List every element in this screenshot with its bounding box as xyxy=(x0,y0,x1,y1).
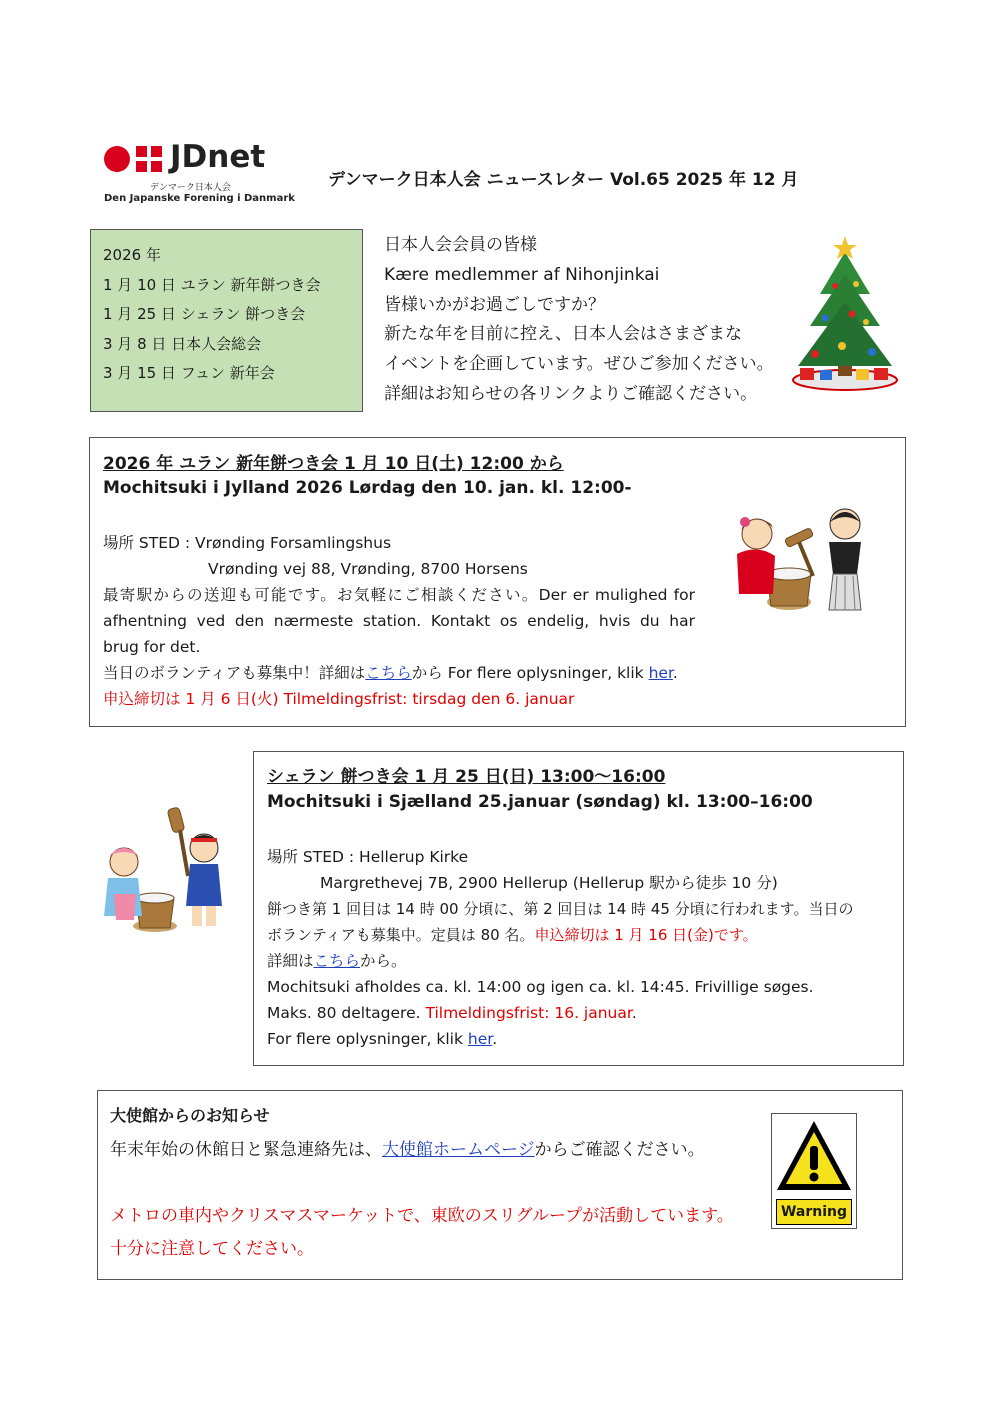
warning-triangle-icon xyxy=(775,1118,853,1194)
event2-deadline-da: Tilmeldingsfrist: 16. januar xyxy=(425,1004,632,1022)
event2-kochira-link[interactable]: こちら xyxy=(313,952,361,970)
event1-volunteer-text: 当日のボランティアも募集中！詳細は xyxy=(103,664,366,682)
embassy-text: 年末年始の休館日と緊急連絡先は、 xyxy=(110,1140,382,1160)
pickpocket-warning-line: メトロの車内やクリスマスマーケットで、東欧のスリグループが活動しています。 xyxy=(110,1206,734,1226)
event1-pickup-line: afhentning ved den nærmeste station. Kontakt os endelig, hvis du har xyxy=(103,612,695,630)
greeting-line: Kære medlemmer af Nihonjinkai xyxy=(384,264,660,285)
logo-red-circle xyxy=(104,146,130,172)
event1-address: Vrønding vej 88, Vrønding, 8700 Horsens xyxy=(208,560,528,578)
event2-danish-text: . xyxy=(631,1004,637,1022)
event2-schedule-text: ボランティアも募集中。定員は 80 名。 xyxy=(267,926,535,944)
event2-danish-line: Mochitsuki afholdes ca. kl. 14:00 og igen ca. kl. 14:45. Frivillige søges. xyxy=(267,978,814,996)
greeting-line: 日本人会会員の皆様 xyxy=(384,235,537,255)
event1-title-da: Mochitsuki i Jylland 2026 Lørdag den 10. jan. kl. 12:00- xyxy=(103,478,632,498)
logo-subtitle-ja: デンマーク日本人会 xyxy=(150,183,231,193)
event2-deadline-ja: 申込締切は 1 月 16 日(金)です。 xyxy=(534,926,758,944)
event2-place: 場所 STED : Hellerup Kirke xyxy=(267,848,469,866)
schedule-box xyxy=(90,229,363,412)
jdnet-logo xyxy=(104,139,295,207)
logo-grid-mark xyxy=(136,146,162,172)
embassy-text: からご確認ください。 xyxy=(534,1140,705,1160)
event1-title-ja: 2026 年 ユラン 新年餅つき会 1 月 10 日(土) 12:00 から xyxy=(103,454,564,474)
event2-detail-text: から。 xyxy=(360,952,407,970)
event2-danish-line xyxy=(267,1000,897,1026)
event1-volunteer-text: . xyxy=(672,664,678,682)
event-jylland-box xyxy=(89,437,906,727)
embassy-heading: 大使館からのお知らせ xyxy=(110,1106,270,1125)
event-sjaelland-box xyxy=(253,751,904,1066)
warning-sign xyxy=(771,1113,857,1229)
event1-pickup-line: 最寄駅からの送迎も可能です。お気軽にご相談ください。Der er mulighed for xyxy=(103,586,695,604)
schedule-item: 1 月 25 日 シェラン 餅つき会 xyxy=(103,305,306,323)
warning-label: Warning xyxy=(776,1199,852,1225)
event2-address: Margrethevej 7B, 2900 Hellerup (Hellerup 駅から徒歩 10 分) xyxy=(320,874,778,892)
event2-danish-text: Maks. 80 deltagere. xyxy=(267,1004,426,1022)
greeting xyxy=(384,231,784,410)
event1-volunteer xyxy=(103,660,703,686)
pickpocket-warning-line: 十分に注意してください。 xyxy=(110,1239,314,1259)
schedule-year: 2026 年 xyxy=(103,246,161,264)
embassy-holiday-line xyxy=(110,1135,705,1160)
greeting-line: イベントを企画しています。ぜひご参加ください。 xyxy=(384,354,774,375)
event1-deadline: 申込締切は 1 月 6 日(火) Tilmeldingsfrist: tirsdag den 6. januar xyxy=(103,690,575,708)
event2-schedule-line: 餅つき第 1 回目は 14 時 00 分頃に、第 2 回目は 14 時 45 分頃に行われます。当日の xyxy=(267,900,854,918)
event2-detail-text: 詳細は xyxy=(267,952,314,970)
event2-more-text: . xyxy=(492,1030,498,1048)
mochitsuki-kids-icon xyxy=(100,806,230,936)
greeting-line: 詳細はお知らせの各リンクよりご確認ください。 xyxy=(384,383,758,404)
event2-more xyxy=(267,1026,897,1052)
event1-volunteer-text: から For flere oplysninger, klik xyxy=(411,664,649,682)
logo-text: JDnet xyxy=(170,139,266,175)
greeting-line: 新たな年を目前に控え、日本人会はさまざまな xyxy=(384,324,743,345)
event1-her-link[interactable]: her xyxy=(648,664,673,682)
schedule-item: 3 月 8 日 日本人会総会 xyxy=(103,334,262,353)
event2-more-text: For flere oplysninger, klik xyxy=(267,1030,468,1048)
embassy-homepage-link[interactable]: 大使館ホームページ xyxy=(382,1140,535,1160)
schedule-item: 1 月 10 日 ユラン 新年餅つき会 xyxy=(103,275,321,294)
event1-kochira-link[interactable]: こちら xyxy=(365,664,412,682)
event2-title-ja: シェラン 餅つき会 1 月 25 日(日) 13:00～16:00 xyxy=(267,767,666,787)
event2-schedule-line xyxy=(267,922,897,948)
mochitsuki-couple-icon xyxy=(727,494,877,624)
schedule-item: 3 月 15 日 フュン 新年会 xyxy=(103,364,275,382)
event2-detail xyxy=(267,948,897,974)
event2-title-da: Mochitsuki i Sjælland 25.januar (søndag) kl. 13:00–16:00 xyxy=(267,792,813,812)
event1-pickup-line: brug for det. xyxy=(103,638,201,656)
event1-place: 場所 STED : Vrønding Forsamlingshus xyxy=(103,534,392,552)
logo-subtitle-da: Den Japanske Forening i Danmark xyxy=(104,193,295,204)
christmas-tree-icon xyxy=(790,234,900,394)
event2-her-link[interactable]: her xyxy=(467,1030,493,1048)
greeting-line: 皆様いかがお過ごしですか？ xyxy=(384,294,605,315)
newsletter-title: デンマーク日本人会 ニュースレター Vol.65 2025 年 12 月 xyxy=(328,170,799,190)
